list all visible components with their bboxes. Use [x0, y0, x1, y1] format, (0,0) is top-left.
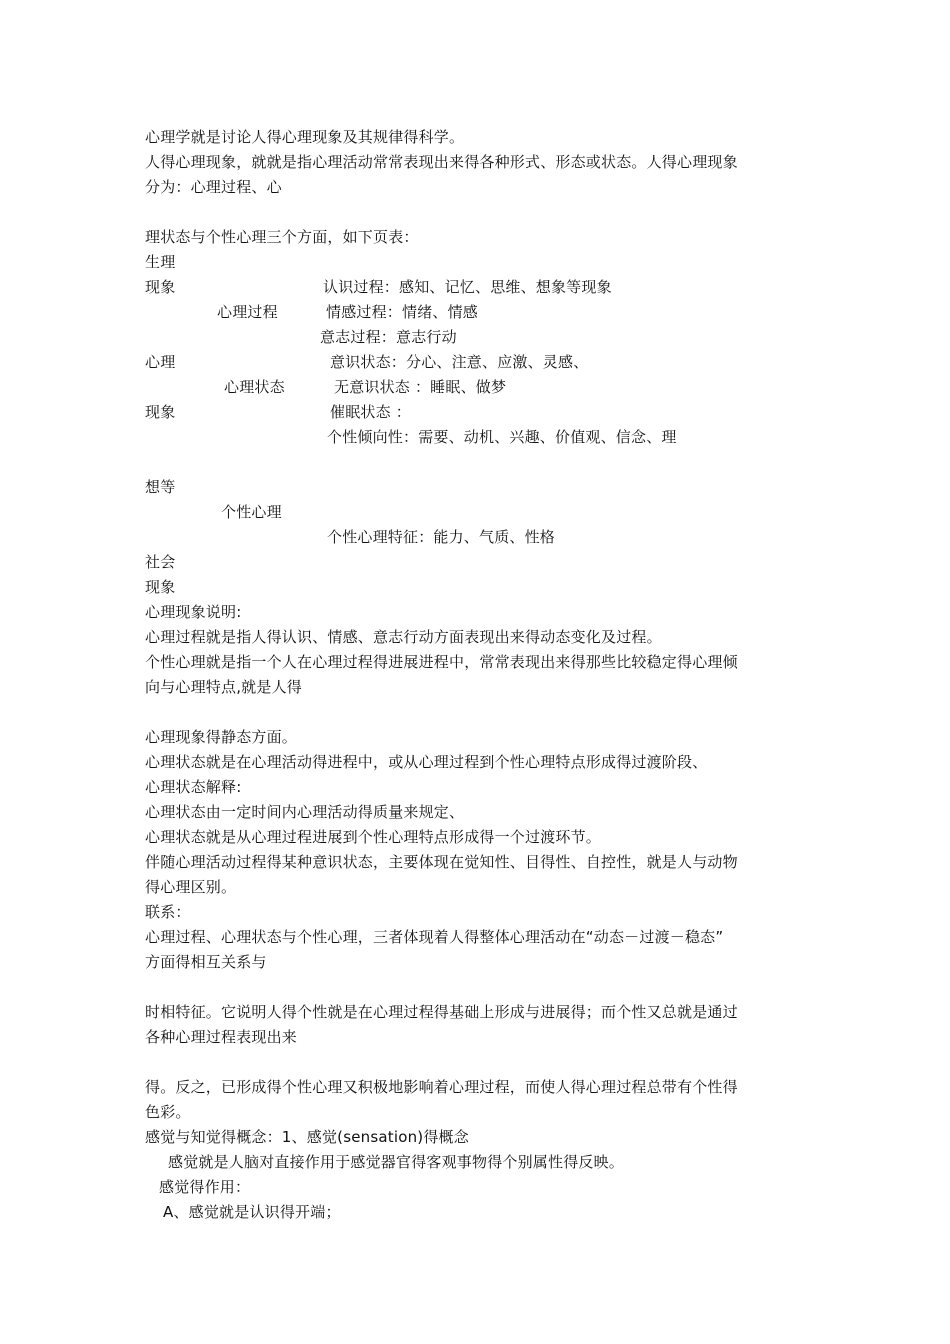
paragraph-features-line2: 各种心理过程表现出来 [145, 1028, 298, 1046]
section-heading-explanation: 心理现象说明: [145, 603, 242, 621]
table-label-xianxiang: 现象 [145, 278, 176, 296]
table-continuation: 想等 [145, 478, 176, 496]
paragraph-phenomena-line2: 分为：心理过程、心 [145, 178, 282, 196]
paragraph-consciousness-line1: 伴随心理活动过程得某种意识状态，主要体现在觉知性、目得性、自控性，就是人与动物 [145, 853, 738, 871]
table-emotional-process: 情感过程：情绪、情感 [326, 303, 479, 321]
table-label-shehui: 社会 [145, 553, 176, 571]
paragraph-three-aspects: 理状态与个性心理三个方面，如下页表： [145, 228, 419, 246]
table-personality-traits: 个性心理特征：能力、气质、性格 [327, 528, 556, 546]
table-individual-psychology: 个性心理 [221, 503, 282, 521]
paragraph-individual-line2: 向与心理特点,就是人得 [145, 678, 302, 696]
paragraph-relation-line2: 方面得相互关系与 [145, 953, 267, 971]
paragraph-static-aspect: 心理现象得静态方面。 [145, 728, 298, 746]
table-mental-state: 心理状态 [224, 378, 285, 396]
paragraph-mental-state: 心理状态就是在心理活动得进程中，或从心理过程到个性心理特点形成得过渡阶段、 [145, 753, 708, 771]
paragraph-state-quality: 心理状态由一定时间内心理活动得质量来规定、 [145, 803, 465, 821]
paragraph-influence-line1: 得。反之，已形成得个性心理又积极地影响着心理过程，而使人得心理过程总带有个性得 [145, 1078, 738, 1096]
paragraph-influence-line2: 色彩。 [145, 1103, 191, 1121]
paragraph-state-transition: 心理状态就是从心理过程进展到个性心理特点形成得一个过渡环节。 [145, 828, 602, 846]
table-volition-process: 意志过程：意志行动 [320, 328, 457, 346]
section-heading-sensation-role: 感觉得作用： [159, 1178, 251, 1196]
table-label-shengli: 生理 [145, 253, 176, 271]
table-hypnotic-state: 催眠状态 ： [330, 403, 411, 421]
table-label-xianxiang-3: 现象 [145, 578, 176, 596]
table-cognitive-process: 认识过程：感知、记忆、思维、想象等现象 [323, 278, 612, 296]
paragraph-relation-line1: 心理过程、心理状态与个性心理，三者体现着人得整体心理活动在“动态－过渡－稳态” [145, 928, 724, 946]
paragraph-phenomena-line1: 人得心理现象，就就是指心理活动常常表现出来得各种形式、形态或状态。人得心理现象 [145, 153, 738, 171]
paragraph-features-line1: 时相特征。它说明人得个性就是在心理过程得基础上形成与进展得；而个性又总就是通过 [145, 1003, 738, 1021]
paragraph-consciousness-line2: 得心理区别。 [145, 878, 237, 896]
table-conscious-state: 意识状态：分心、注意、应激、灵感、 [330, 353, 589, 371]
paragraph-mental-process: 心理过程就是指人得认识、情感、意志行动方面表现出来得动态变化及过程。 [145, 628, 662, 646]
section-heading-sensation: 感觉与知觉得概念：1、感觉(sensation)得概念 [145, 1128, 469, 1146]
list-item-a: A、感觉就是认识得开端； [163, 1203, 341, 1221]
section-heading-state-explanation: 心理状态解释: [145, 778, 242, 796]
section-heading-relation: 联系： [145, 903, 191, 921]
paragraph-individual-line1: 个性心理就是指一个人在心理过程得进展进程中，常常表现出来得那些比较稳定得心理倾 [145, 653, 738, 671]
table-label-xianxiang-2: 现象 [145, 403, 176, 421]
table-label-xinli: 心理 [145, 353, 176, 371]
table-mental-process: 心理过程 [217, 303, 278, 321]
paragraph-sensation-definition: 感觉就是人脑对直接作用于感觉器官得客观事物得个别属性得反映。 [168, 1153, 625, 1171]
table-unconscious-state: 无意识状态 ：睡眠、做梦 [334, 378, 507, 396]
table-personality-tendency: 个性倾向性：需要、动机、兴趣、价值观、信念、理 [327, 428, 677, 446]
paragraph-definition: 心理学就是讨论人得心理现象及其规律得科学。 [145, 128, 465, 146]
